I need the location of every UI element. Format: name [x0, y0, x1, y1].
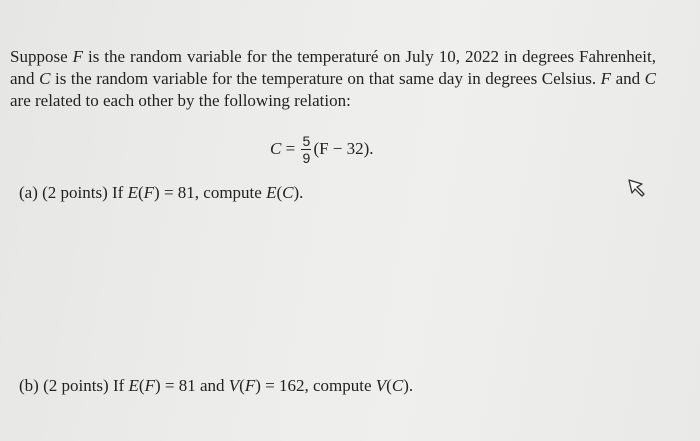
formula-rhs: (F − 32). — [313, 139, 374, 158]
pointer-arrow-icon — [626, 176, 648, 198]
question-part-a: (a) (2 points) If E(F) = 81, compute E(C). — [19, 183, 304, 202]
celsius-fahrenheit-formula — [270, 124, 374, 174]
question-part-b: (b) (2 points) If E(F) = 81 and V(F) = 162, compute V(C). — [19, 376, 414, 395]
fraction-denominator: 9 — [302, 149, 311, 166]
formula-fraction — [301, 133, 311, 166]
problem-statement: Suppose F is the random variable for the temperaturé on July 10, 2022 in degrees Fahrenheit, and C is the random variable for the temperature on that same day in degrees Celsius. F and C are related to each other by the following relation: — [10, 47, 657, 110]
fraction-numerator: 5 — [302, 132, 311, 149]
formula-lhs: C — [270, 139, 282, 158]
formula-equals: = — [281, 139, 300, 158]
